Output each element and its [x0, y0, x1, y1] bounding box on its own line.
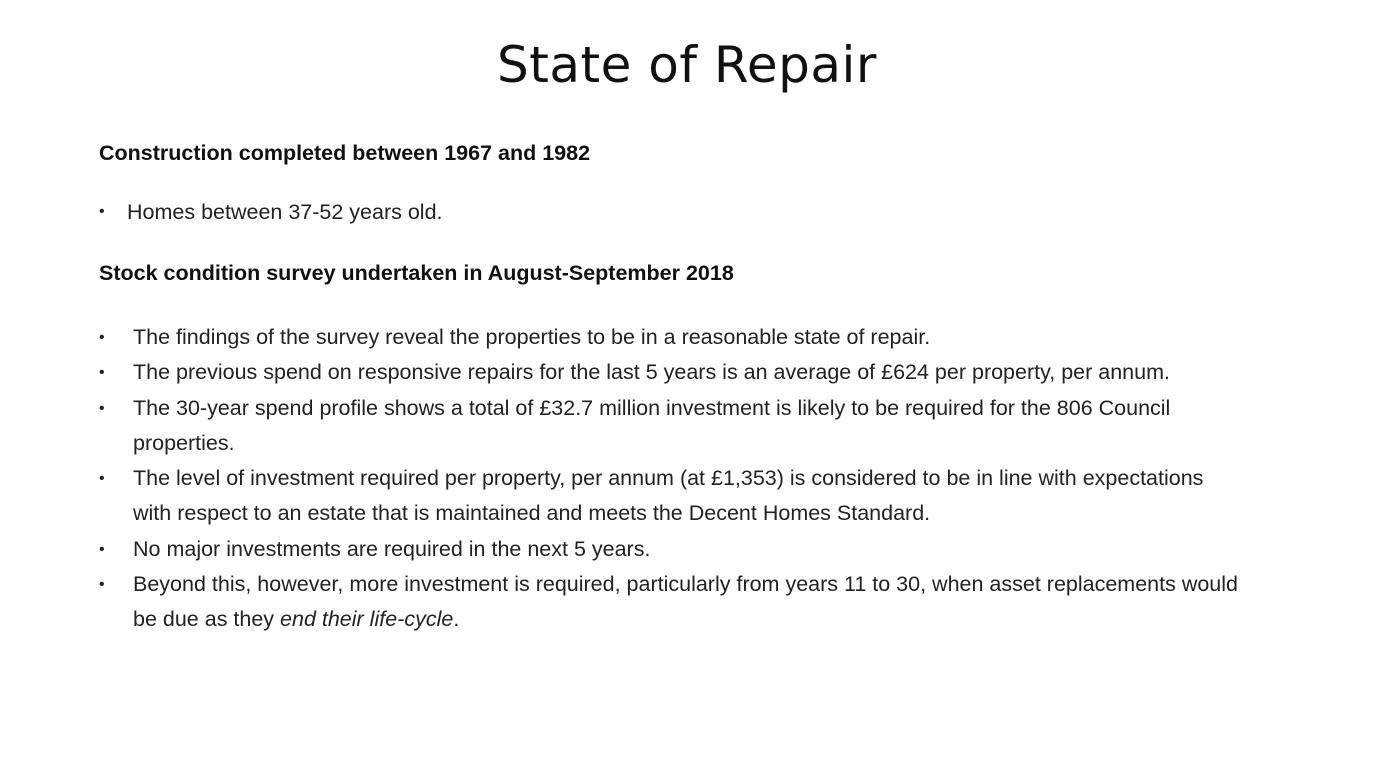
bullet-icon: • [99, 364, 105, 382]
section-heading-survey: Stock condition survey undertaken in August-September 2018 [99, 261, 734, 285]
bullet-text: The 30-year spend profile shows a total of £32.7 million investment is likely to be required for the 806 Council properties. [133, 395, 1171, 455]
slide-title: State of Repair [497, 36, 877, 94]
list-item [99, 567, 1239, 638]
bullet-text-prefix: Beyond this, however, more investment is required, particularly from years 11 to 30, when asset replacements would be due as they [133, 572, 1238, 632]
bullet-icon: • [99, 399, 105, 417]
list-item [99, 391, 1239, 462]
section-heading-construction: Construction completed between 1967 and 1982 [99, 141, 591, 165]
bullet-text: The level of investment required per property, per annum (at £1,353) is considered to be in line with expectations with respect to an estate that is maintained and meets the Decent Homes Standard. [133, 466, 1204, 526]
bullet-text: Homes between 37-52 years old. [127, 200, 443, 224]
bullet-text: No major investments are required in the next 5 years. [133, 536, 651, 561]
bullet-icon: • [99, 329, 105, 346]
bullet-icon: • [99, 203, 105, 220]
list-item [99, 532, 1239, 567]
survey-bullet-list [99, 320, 1239, 638]
construction-bullet-list [99, 197, 443, 227]
bullet-text-emphasis: end their life-cycle [280, 607, 454, 632]
list-item [99, 197, 443, 227]
list-item [99, 461, 1239, 532]
list-item [99, 320, 1239, 355]
bullet-icon: • [99, 540, 105, 558]
list-item [99, 355, 1239, 390]
bullet-text: The previous spend on responsive repairs for the last 5 years is an average of £624 per property, per annum. [133, 360, 1170, 385]
bullet-text: The findings of the survey reveal the properties to be in a reasonable state of repair. [133, 325, 931, 349]
bullet-icon: • [99, 576, 105, 594]
bullet-text-suffix: . [453, 607, 460, 632]
bullet-icon: • [99, 470, 105, 488]
